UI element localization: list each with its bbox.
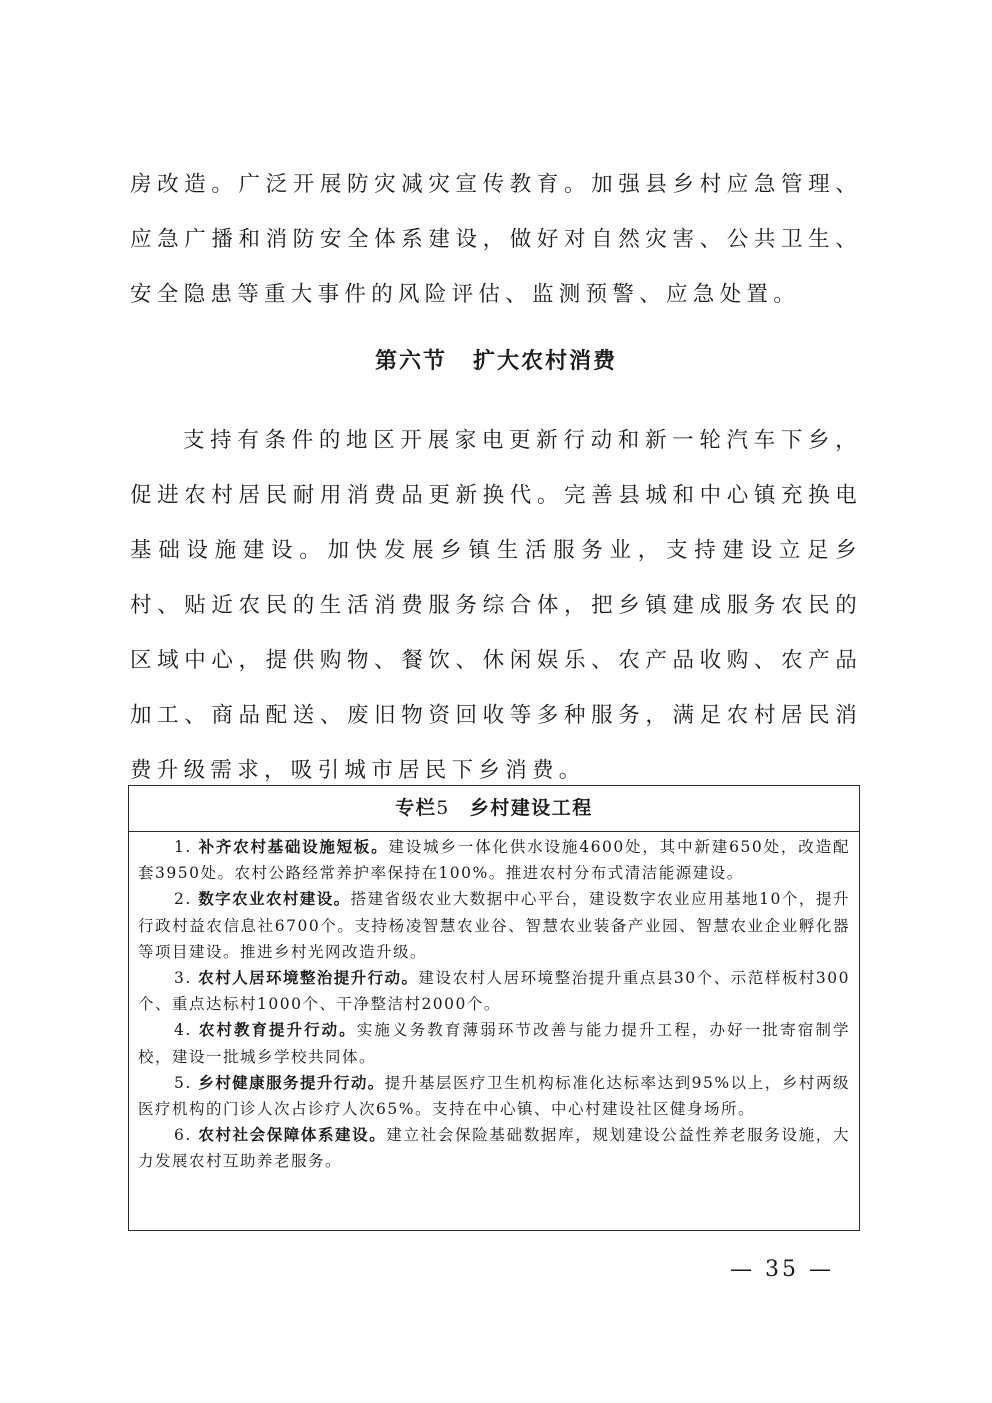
column-item xyxy=(138,1017,850,1069)
column-item xyxy=(138,834,850,886)
item-text: 搭建省级农业大数据中心平台，建设数字农业应用基地10个，提升行政村益农信息社6700个。支持杨凌智慧农业谷、智慧农业装备产业园、智慧农业企业孵化器等项目建设。推进乡村光网改造升级。 xyxy=(138,890,850,961)
item-lead: 农村人居环境整治提升行动。 xyxy=(198,969,419,988)
item-number: 4. xyxy=(174,1021,192,1040)
column-body xyxy=(129,832,859,1175)
column-item xyxy=(138,1122,850,1174)
item-lead: 乡村健康服务提升行动。 xyxy=(198,1073,385,1092)
paragraph-disaster-prevention: 房改造。广泛开展防灾减灾宣传教育。加强县乡村应急管理、应急广播和消防安全体系建设，做好对自然灾害、公共卫生、安全隐患等重大事件的风险评估、监测预警、应急处置。 xyxy=(130,172,862,307)
page-number: — 35 — xyxy=(730,1257,834,1282)
item-text: 实施义务教育薄弱环节改善与能力提升工程，办好一批寄宿制学校，建设一批城乡学校共同体。 xyxy=(138,1021,850,1066)
column-title-text: 乡村建设工程 xyxy=(469,797,593,819)
section-heading xyxy=(0,340,992,384)
section-number: 第六节 xyxy=(374,349,447,374)
column-box-rural-construction xyxy=(128,785,860,1231)
column-item xyxy=(138,1070,850,1122)
column-item xyxy=(138,965,850,1017)
item-lead: 数字农业农村建设。 xyxy=(198,890,351,909)
item-text: 建设农村人居环境整治提升重点县30个、示范样板村300个、重点达标村1000个、干净整洁村2000个。 xyxy=(138,969,850,1014)
item-number: 6. xyxy=(174,1126,192,1145)
item-number: 5. xyxy=(174,1073,192,1092)
item-text: 建设城乡一体化供水设施4600处，其中新建650处，改造配套3950处。农村公路经常养护率保持在100%。推进农村分布式清洁能源建设。 xyxy=(138,838,850,883)
item-number: 1. xyxy=(174,838,192,856)
paragraph-rural-consumption: 支持有条件的地区开展家电更新行动和新一轮汽车下乡，促进农村居民耐用消费品更新换代。完善县城和中心镇充换电基础设施建设。加快发展乡镇生活服务业，支持建设立足乡村、贴近农民的生活消费服务综合体，把乡镇建成服务农民的区域中心，提供购物、餐饮、休闲娱乐、农产品收购、农产品加工、商品配送、废旧物资回收等多种服务，满足农村居民消费升级需求，吸引城市居民下乡消费。 xyxy=(130,428,862,783)
item-text: 提升基层医疗卫生机构标准化达标率达到95%以上，乡村两级医疗机构的门诊人次占诊疗人次65%。支持在中心镇、中心村建设社区健身场所。 xyxy=(138,1073,850,1119)
column-item xyxy=(138,886,850,965)
column-number: 5 xyxy=(436,797,450,819)
item-number: 3. xyxy=(174,969,192,988)
item-lead: 农村教育提升行动。 xyxy=(198,1021,357,1040)
item-number: 2. xyxy=(174,890,192,909)
item-lead: 补齐农村基础设施短板。 xyxy=(198,838,389,856)
column-title xyxy=(129,786,859,832)
column-label: 专栏 xyxy=(395,797,437,819)
item-text: 建立社会保险基础数据库，规划建设公益性养老服务设施，大力发展农村互助养老服务。 xyxy=(138,1126,850,1171)
item-lead: 农村社会保障体系建设。 xyxy=(198,1126,387,1145)
section-title: 扩大农村消费 xyxy=(473,349,618,374)
